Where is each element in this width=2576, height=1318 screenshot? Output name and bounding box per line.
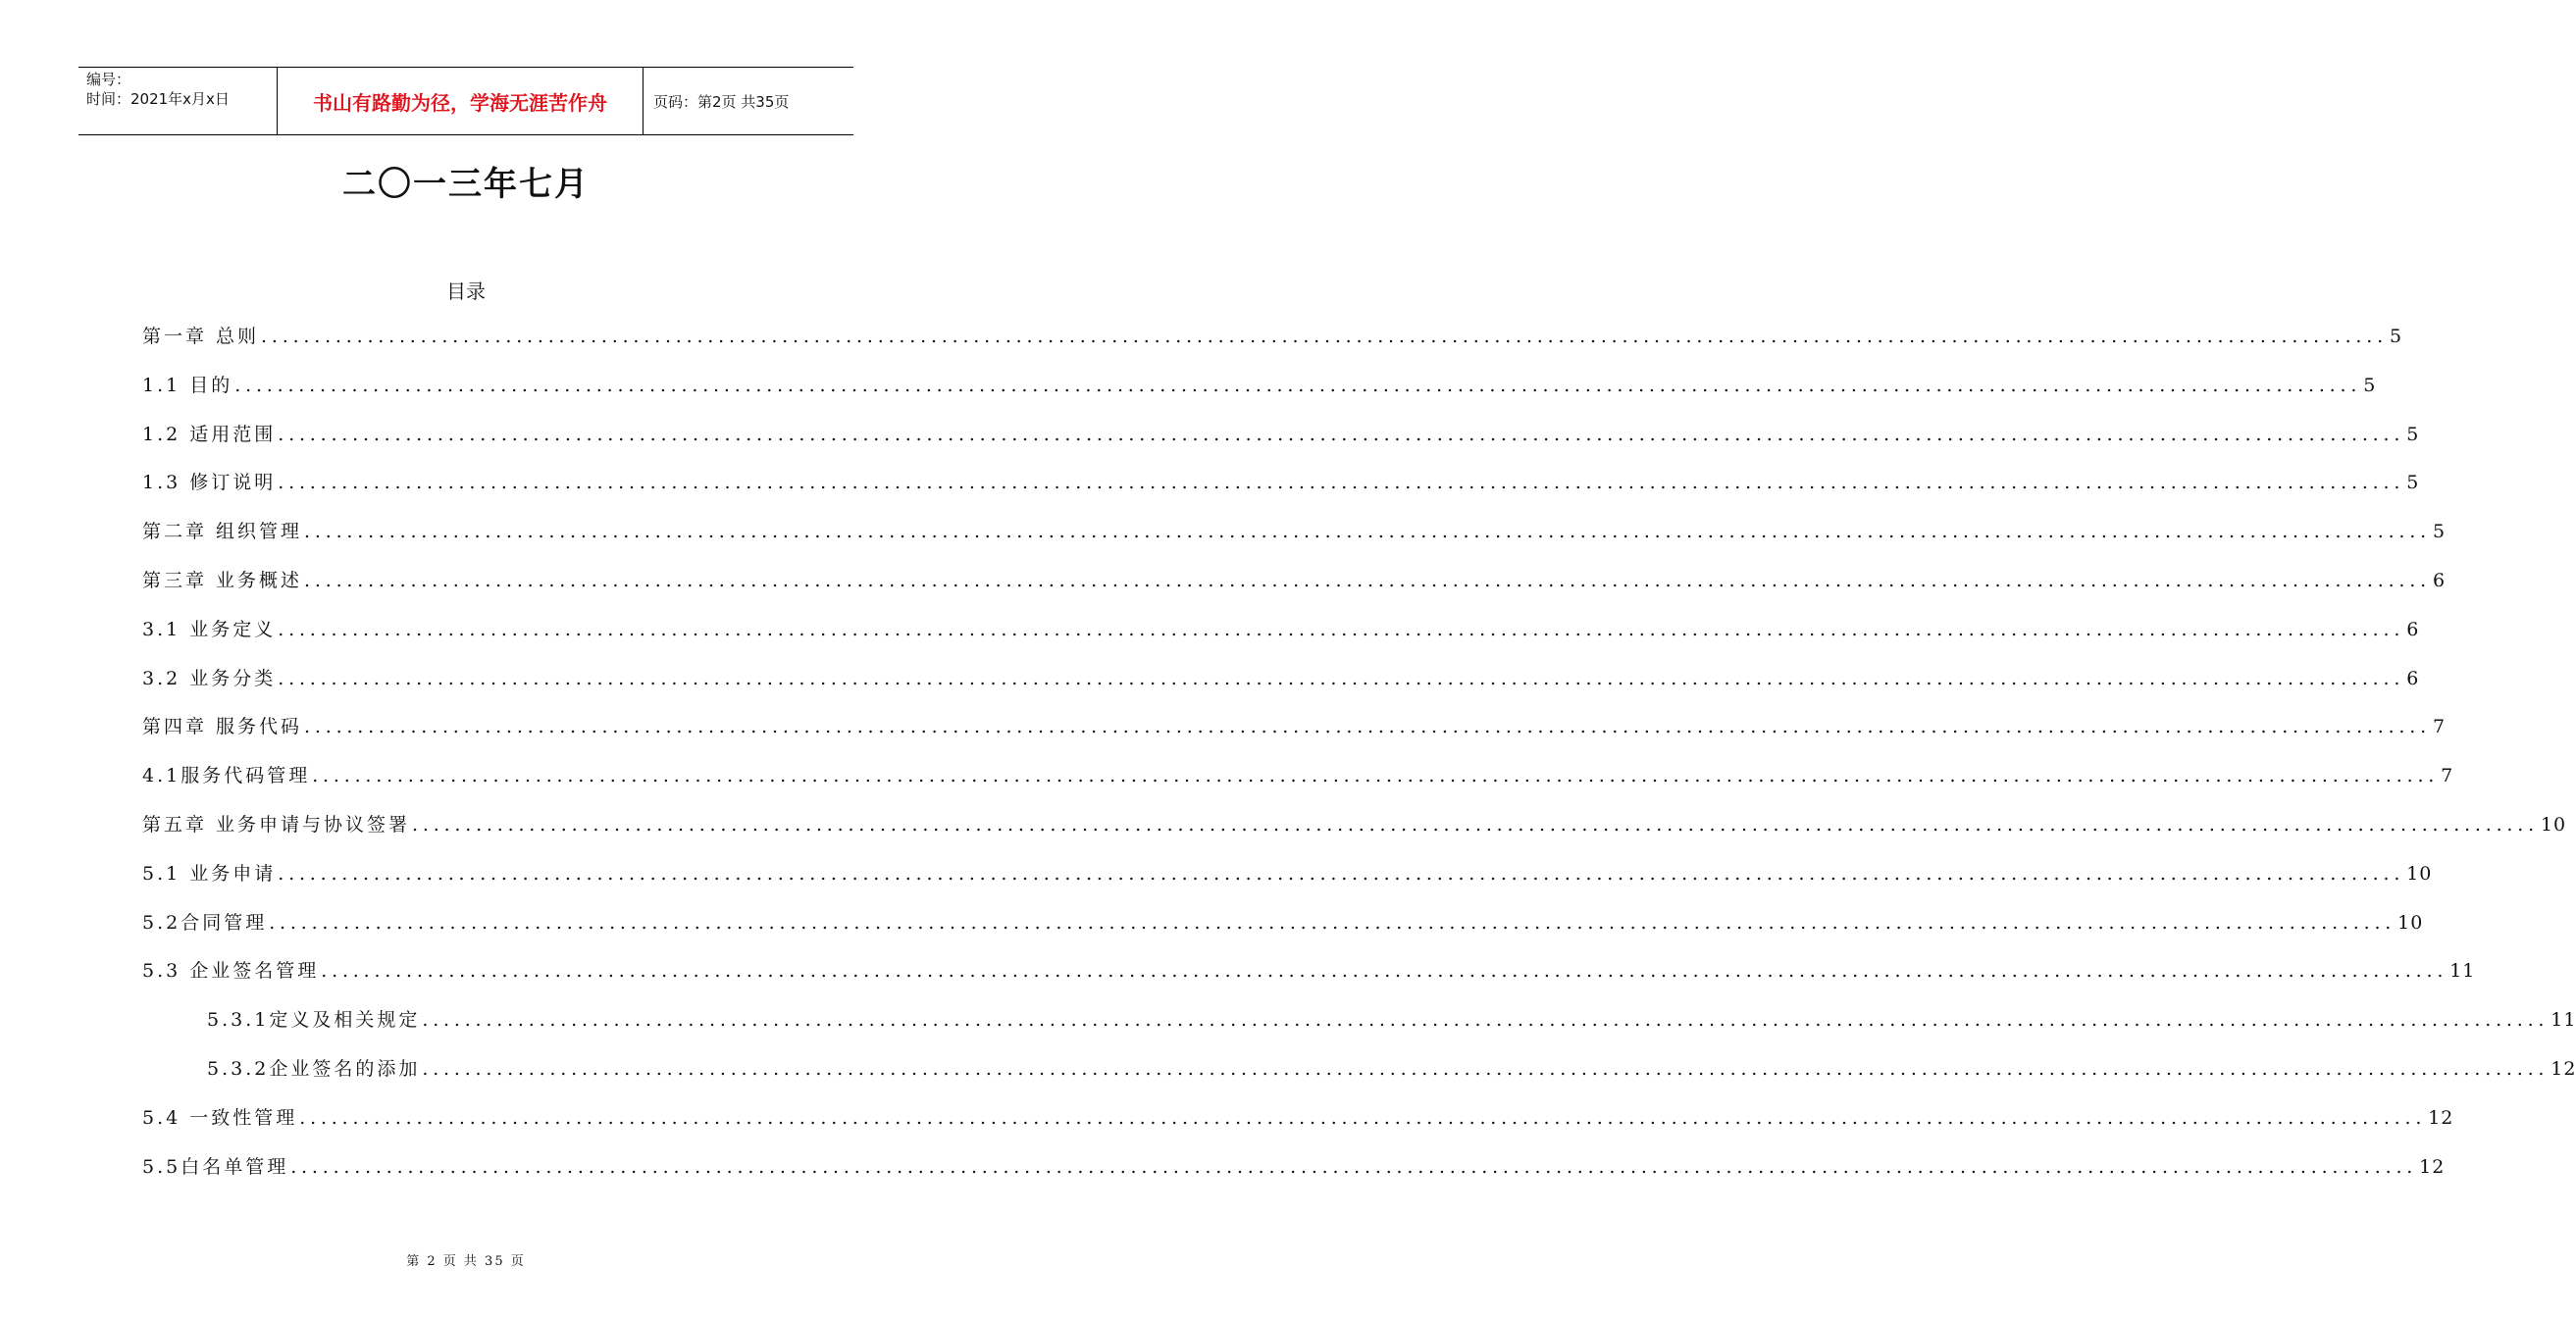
- toc-entry-page: 5: [2363, 374, 2377, 396]
- toc-entry[interactable]: [142, 615, 2420, 664]
- toc-entry-page: 7: [2441, 765, 2454, 787]
- header-slogan: 书山有路勤为径，学海无涯苦作舟: [277, 68, 644, 134]
- toc-entry[interactable]: [142, 956, 2476, 1005]
- toc-entry[interactable]: [142, 517, 2447, 566]
- toc-entry[interactable]: [142, 712, 2447, 761]
- toc-entry-page: 11: [2550, 1009, 2576, 1032]
- table-of-contents: [142, 322, 2576, 1200]
- toc-entry-label: 第三章 业务概述: [142, 569, 303, 591]
- toc-leader-dots: ........................................................................................................................................................................................................: [278, 618, 2405, 640]
- page-header: [78, 67, 853, 135]
- toc-entry[interactable]: [142, 322, 2403, 371]
- toc-leader-dots: ........................................................................................................................................................................................................: [278, 667, 2405, 689]
- toc-entry-label: 1.2 适用范围: [142, 423, 277, 445]
- toc-leader-dots: ........................................................................................................................................................................................................: [290, 1155, 2418, 1178]
- toc-entry-label: 5.3 企业签名管理: [142, 960, 320, 983]
- toc-entry[interactable]: [142, 566, 2447, 615]
- date-title: 二〇一三年七月: [342, 165, 590, 204]
- toc-entry-label: 5.3.2企业签名的添加: [207, 1057, 421, 1080]
- toc-entry-label: 第四章 服务代码: [142, 716, 303, 738]
- toc-entry-page: 10: [2406, 862, 2433, 885]
- toc-entry-label: 5.4 一致性管理: [142, 1106, 298, 1129]
- toc-leader-dots: ........................................................................................................................................................................................................: [312, 765, 2440, 787]
- toc-leader-dots: ........................................................................................................................................................................................................: [299, 1106, 2427, 1129]
- toc-entry-label: 3.1 业务定义: [142, 618, 277, 640]
- toc-entry-page: 10: [2397, 911, 2424, 934]
- toc-entry[interactable]: [142, 908, 2424, 957]
- toc-entry-page: 5: [2389, 326, 2403, 347]
- toc-entry-page: 7: [2432, 716, 2447, 738]
- toc-entry[interactable]: [142, 1152, 2446, 1201]
- toc-entry[interactable]: [142, 1103, 2454, 1152]
- toc-entry-label: 5.3.1定义及相关规定: [207, 1009, 421, 1032]
- toc-leader-dots: ........................................................................................................................................................................................................: [278, 472, 2405, 494]
- toc-title: 目录: [446, 279, 486, 303]
- toc-entry-page: 6: [2406, 618, 2420, 640]
- toc-entry-label: 第一章 总则: [142, 326, 260, 347]
- toc-entry[interactable]: [142, 468, 2420, 517]
- toc-entry-label: 5.5白名单管理: [142, 1155, 289, 1178]
- toc-leader-dots: ........................................................................................................................................................................................................: [412, 813, 2539, 836]
- toc-leader-dots: ........................................................................................................................................................................................................: [261, 326, 2388, 347]
- toc-leader-dots: ........................................................................................................................................................................................................: [304, 716, 2431, 738]
- header-number: 编号：: [86, 71, 131, 88]
- toc-entry[interactable]: [142, 1054, 2576, 1103]
- toc-entry[interactable]: [142, 859, 2433, 908]
- toc-entry[interactable]: [142, 810, 2567, 859]
- toc-entry-page: 5: [2432, 521, 2447, 543]
- toc-entry-page: 6: [2406, 667, 2420, 689]
- header-meta: [78, 68, 277, 134]
- toc-entry-page: 12: [2419, 1155, 2446, 1178]
- toc-entry-page: 5: [2406, 472, 2420, 494]
- page-footer: 第 2 页 共 35 页: [406, 1254, 526, 1269]
- toc-entry-label: 4.1服务代码管理: [142, 765, 311, 787]
- toc-entry-label: 5.1 业务申请: [142, 862, 277, 885]
- toc-leader-dots: ........................................................................................................................................................................................................: [422, 1009, 2550, 1032]
- toc-leader-dots: ........................................................................................................................................................................................................: [304, 521, 2431, 543]
- toc-entry-label: 第五章 业务申请与协议签署: [142, 813, 411, 836]
- toc-entry-page: 12: [2550, 1057, 2576, 1080]
- toc-leader-dots: ........................................................................................................................................................................................................: [234, 374, 2362, 396]
- toc-entry[interactable]: [142, 761, 2454, 810]
- toc-leader-dots: ........................................................................................................................................................................................................: [304, 569, 2431, 591]
- toc-entry[interactable]: [142, 420, 2420, 469]
- toc-entry-page: 6: [2432, 569, 2447, 591]
- header-time: 时间：2021年x月x日: [86, 90, 230, 108]
- toc-entry-label: 第二章 组织管理: [142, 521, 303, 543]
- toc-leader-dots: ........................................................................................................................................................................................................: [269, 911, 2396, 934]
- toc-entry[interactable]: [142, 1005, 2576, 1054]
- toc-entry-page: 10: [2540, 813, 2567, 836]
- toc-leader-dots: ........................................................................................................................................................................................................: [321, 960, 2448, 983]
- toc-leader-dots: ........................................................................................................................................................................................................: [278, 423, 2405, 445]
- toc-entry[interactable]: [142, 371, 2377, 420]
- header-page-info: 页码：第2页 共35页: [653, 92, 790, 111]
- toc-entry-page: 12: [2428, 1106, 2454, 1129]
- toc-entry-label: 1.1 目的: [142, 374, 233, 396]
- toc-entry-page: 11: [2449, 960, 2476, 983]
- toc-leader-dots: ........................................................................................................................................................................................................: [422, 1057, 2550, 1080]
- toc-entry-label: 1.3 修订说明: [142, 472, 277, 494]
- toc-entry-label: 3.2 业务分类: [142, 667, 277, 689]
- toc-leader-dots: ........................................................................................................................................................................................................: [278, 862, 2405, 885]
- toc-entry[interactable]: [142, 664, 2420, 713]
- toc-entry-page: 5: [2406, 423, 2420, 445]
- toc-entry-label: 5.2合同管理: [142, 911, 268, 934]
